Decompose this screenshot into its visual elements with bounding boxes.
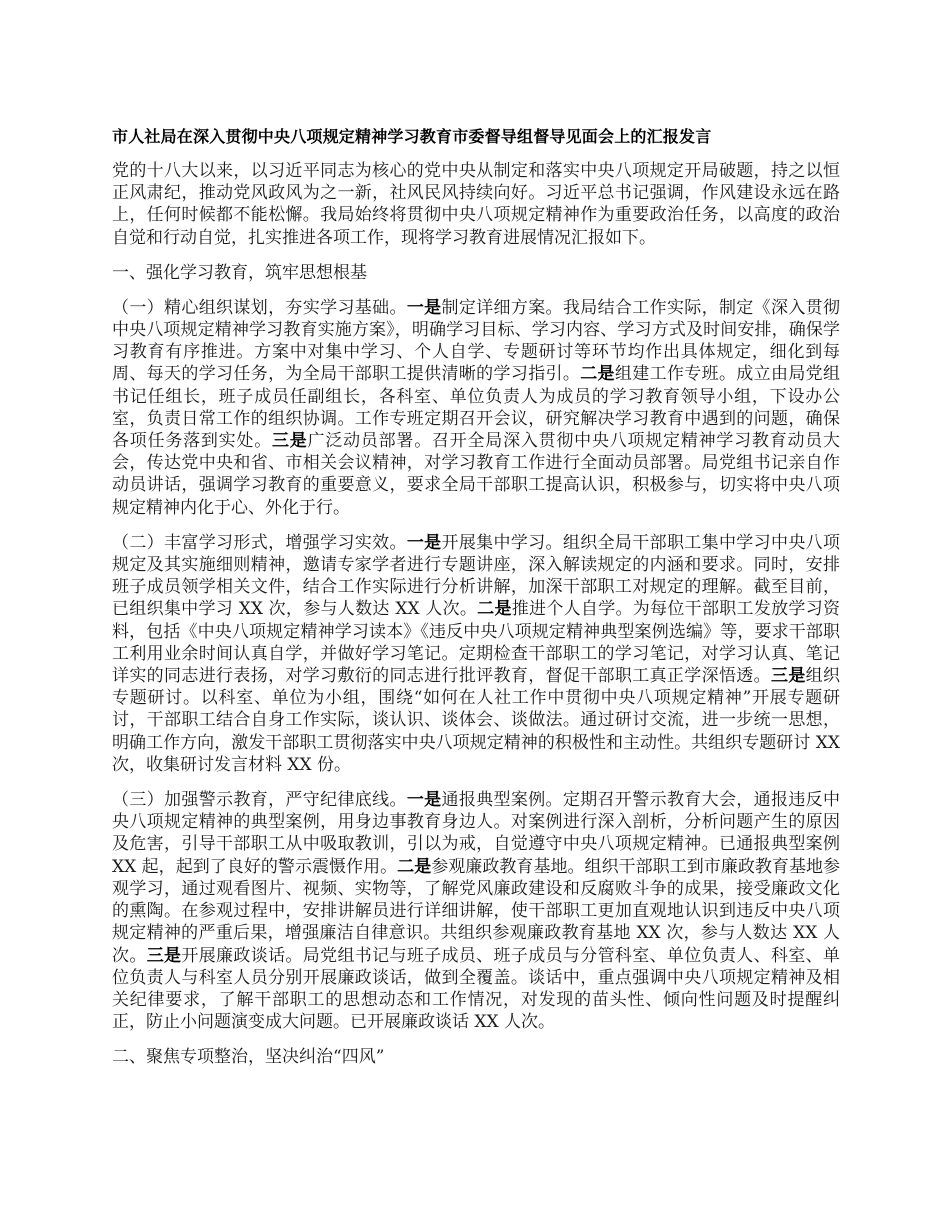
point-text: 通报典型案例。定期召开警示教育大会，通报违反中央八项规定精神的典型案例，用身边事教育身边人。对案例进行深入剖析，分析问题产生的原因及危害，引导干部职工从中吸取教训，引以为戒，自觉遵守中央八项规定精神。已通报典型案例 XX 起，起到了良好的警示震慑作用。 [112, 790, 841, 877]
section-1-2-paragraph [112, 532, 840, 776]
point-marker: 一是 [406, 790, 442, 811]
sub-lead: （三）加强警示教育，严守纪律底线。 [112, 790, 407, 811]
point-text: 制定详细方案。我局结合工作实际，制定《深入贯彻中央八项规定精神学习教育实施方案》，明确学习目标、学习内容、学习方式及时间安排，确保学习教育有序推进。方案中对集中学习、个人自学、专题研讨等环节均作出具体规定，细化到每周、每天的学习任务，为全局干部职工提供清晰的学习指引。 [112, 297, 841, 385]
section-1-1-paragraph [112, 297, 840, 519]
point-marker: 一是 [406, 532, 442, 553]
intro-paragraph: 党的十八大以来，以习近平同志为核心的党中央从制定和落实中央八项规定开局破题，持之以恒正风肃纪，推动党风政风为之一新，社风民风持续向好。习近平总书记强调，作风建设永远在路上，任何时候都不能松懈。我局始终将贯彻中央八项规定精神作为重要政治任务，以高度的政治自觉和行动自觉，扎实推进各项工作，现将学习教育进展情况汇报如下。 [112, 161, 840, 248]
section-1-heading: 一、强化学习教育，筑牢思想根基 [112, 262, 367, 283]
point-marker: 二是 [580, 364, 615, 385]
point-text: 组织专题研讨。以科室、单位为小组，围绕“如何在人社工作中贯彻中央八项规定精神”开展专题研讨，干部职工结合自身工作实际，谈认识、谈体会、谈做法。通过研讨交流，进一步统一思想，明确工作方向，激发干部职工贯彻落实中央八项规定精神的积极性和主动性。共组织专题研讨 XX 次，收集研讨发言材料 XX 份。 [112, 666, 841, 775]
point-text: 参观廉政教育基地。组织干部职工到市廉政教育基地参观学习，通过观看图片、视频、实物等，了解党风廉政建设和反腐败斗争的成果，接受廉政文化的熏陶。在参观过程中，安排讲解员进行详细讲解，使干部职工更加直观地认识到违反中央八项规定精神的严重后果，增强廉洁自律意识。共组织参观廉政教育基地 XX 次，参与人数达 XX 人次。 [112, 856, 841, 966]
sub-lead: （一）精心组织谋划，夯实学习基础。 [112, 297, 407, 318]
document-page [112, 126, 840, 1081]
point-marker: 二是 [477, 599, 512, 620]
point-marker: 二是 [397, 856, 432, 877]
point-text: 组建工作专班。成立由局党组书记任组长，班子成员任副组长，各科室、单位负责人为成员的学习教育领导小组，下设办公室，负责日常工作的组织协调。工作专班定期召开会议，研究解决学习教育中遇到的问题，确保各项任务落到实处。 [112, 364, 841, 452]
point-marker: 三是 [146, 945, 182, 966]
section-2-heading: 二、聚焦专项整治，坚决纠治“四风” [112, 1047, 385, 1068]
document-title: 市人社局在深入贯彻中央八项规定精神学习教育市委督导组督导见面会上的汇报发言 [112, 127, 712, 146]
sub-lead: （二）丰富学习形式，增强学习实效。 [112, 532, 407, 553]
point-text: 开展廉政谈话。局党组书记与班子成员、班子成员与分管科室、单位负责人、科室、单位负责人与科室人员分别开展廉政谈话，做到全覆盖。谈话中，重点强调中央八项规定精神及相关纪律要求，了解干部职工的思想动态和工作情况，对发现的苗头性、倾向性问题及时提醒纠正，防止小问题演变成大问题。已开展廉政谈话 XX 人次。 [112, 945, 841, 1033]
point-text: 推进个人自学。为每位干部职工发放学习资料，包括《中央八项规定精神学习读本》《违反中央八项规定精神典型案例选编》等，要求干部职工利用业余时间认真自学，并做好学习笔记。定期检查干部职工的学习笔记，对学习认真、笔记详实的同志进行表扬，对学习敷衍的同志进行批评教育，督促干部职工真正学深悟透。 [112, 599, 841, 687]
point-marker: 一是 [406, 297, 442, 318]
point-marker: 三是 [271, 431, 308, 452]
point-text: 广泛动员部署。召开全局深入贯彻中央八项规定精神学习教育动员大会，传达党中央和省、市相关会议精神，对学习教育工作进行全面动员部署。局党组书记亲自作动员讲话，强调学习教育的重要意义，要求全局干部职工提高认识，积极参与，切实将中央八项规定精神内化于心、外化于行。 [112, 431, 841, 518]
point-text: 开展集中学习。组织全局干部职工集中学习中央八项规定及其实施细则精神，邀请专家学者进行专题讲座，深入解读规定的内涵和要求。同时，安排班子成员领学相关文件，结合工作实际进行分析讲解，加深干部职工对规定的理解。截至目前，已组织集中学习 XX 次，参与人数达 XX 人次。 [112, 532, 841, 620]
point-marker: 三是 [770, 666, 806, 687]
section-1-3-paragraph [112, 789, 840, 1033]
